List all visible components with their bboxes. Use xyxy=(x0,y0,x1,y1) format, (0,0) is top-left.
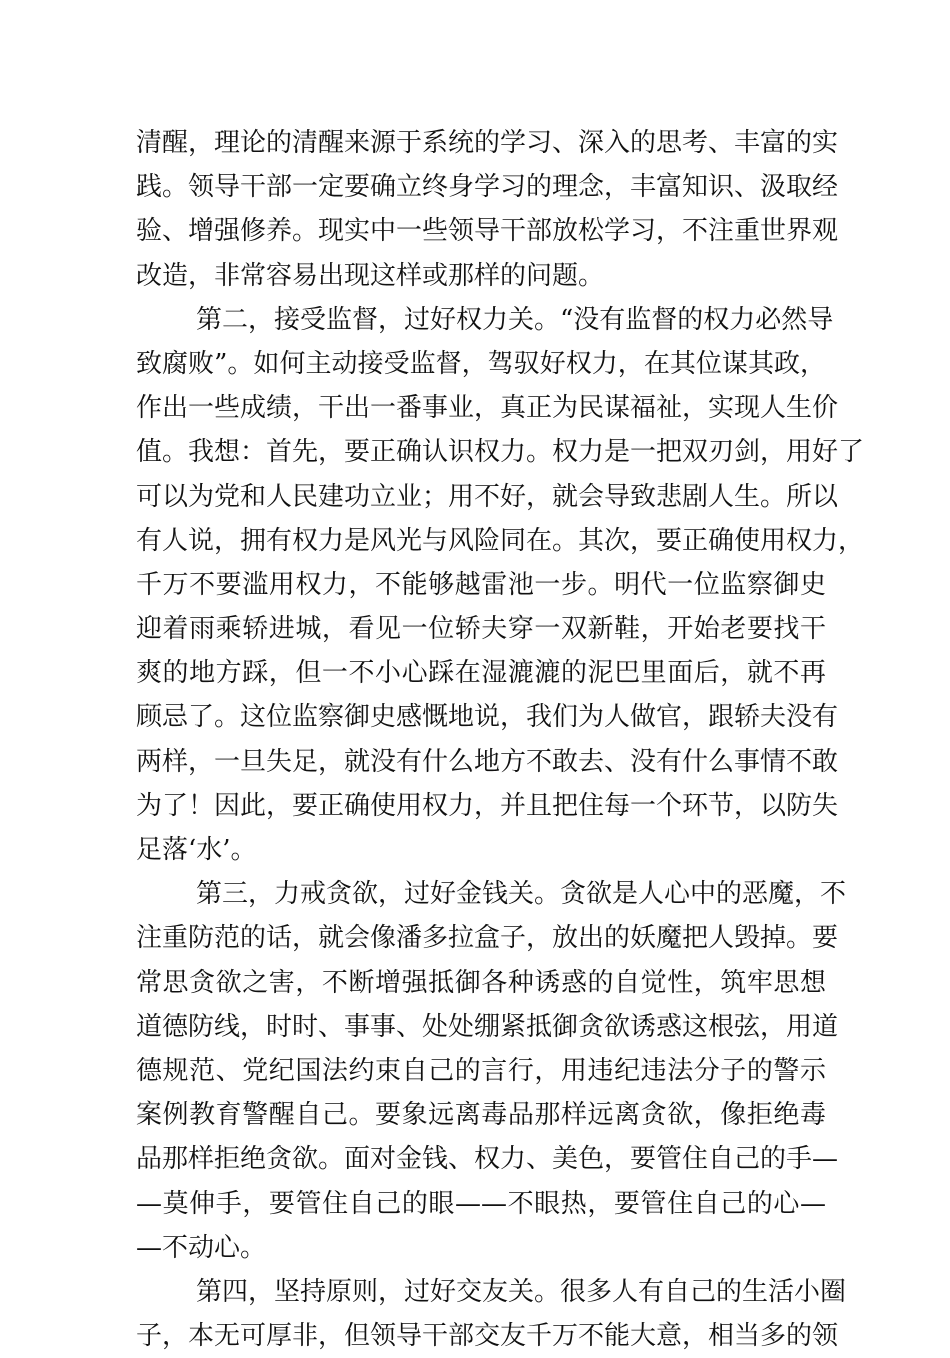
text-line: 顾忌了。这位监察御史感慨地说，我们为人做官，跟轿夫没有 xyxy=(136,702,839,733)
paragraph-fourth xyxy=(136,1270,847,1358)
text-line: 第四，坚持原则，过好交友关。很多人有自己的生活小圈 xyxy=(196,1276,847,1307)
text-line: 爽的地方踩，但一不小心踩在湿漉漉的泥巴里面后，就不再 xyxy=(136,658,826,689)
text-line: 改造，非常容易出现这样或那样的问题。 xyxy=(136,260,605,291)
text-line: —莫伸手，要管住自己的眼——不眼热，要管住自己的心— xyxy=(136,1188,826,1219)
text-line: 足落‘水’。 xyxy=(136,835,257,865)
text-line: 清醒，理论的清醒来源于系统的学习、深入的思考、丰富的实 xyxy=(136,128,839,158)
text-line: 案例教育警醒自己。要象远离毒品那样远离贪欲，像拒绝毒 xyxy=(136,1100,826,1131)
text-line: 品那样拒绝贪欲。面对金钱、权力、美色，要管住自己的手— xyxy=(136,1144,839,1175)
text-line: 第二，接受监督，过好权力关。“没有监督的权力必然导 xyxy=(196,304,834,335)
paragraph-second xyxy=(136,298,865,872)
text-line: 两样，一旦失足，就没有什么地方不敢去、没有什么事情不敢 xyxy=(136,746,839,777)
text-line: —不动心。 xyxy=(136,1232,267,1263)
text-line: 常思贪欲之害，不断增强抵御各种诱惑的自觉性，筑牢思想 xyxy=(136,967,826,998)
text-line: 致腐败”。如何主动接受监督，驾驭好权力，在其位谋其政， xyxy=(136,348,826,379)
text-line: 注重防范的话，就会像潘多拉盒子，放出的妖魔把人毁掉。要 xyxy=(136,923,839,954)
text-line: 千万不要滥用权力，不能够越雷池一步。明代一位监察御史 xyxy=(136,569,826,600)
text-line: 迎着雨乘轿进城，看见一位轿夫穿一双新鞋，开始老要找干 xyxy=(136,614,826,645)
text-line: 道德防线，时时、事事、处处绷紧抵御贪欲诱惑这根弦，用道 xyxy=(136,1011,839,1042)
text-line: 验、增强修养。现实中一些领导干部放松学习，不注重世界观 xyxy=(136,216,839,247)
text-line: 可以为党和人民建功立业；用不好，就会导致悲剧人生。所以 xyxy=(136,481,839,512)
text-line: 第三，力戒贪欲，过好金钱关。贪欲是人心中的恶魔，不 xyxy=(196,879,847,910)
text-line: 作出一些成绩，干出一番事业，真正为民谋福祉，实现人生价 xyxy=(136,393,839,424)
document-body xyxy=(136,121,865,1358)
text-line: 值。我想：首先，要正确认识权力。权力是一把双刃剑，用好了 xyxy=(136,437,865,468)
text-line: 践。领导干部一定要确立终身学习的理念，丰富知识、汲取经 xyxy=(136,172,839,203)
paragraph-continued xyxy=(136,121,839,298)
text-line: 有人说，拥有权力是风光与风险同在。其次，要正确使用权力， xyxy=(136,525,865,556)
text-line: 德规范、党纪国法约束自己的言行，用违纪违法分子的警示 xyxy=(136,1055,826,1086)
text-line: 为了！因此，要正确使用权力，并且把住每一个环节，以防失 xyxy=(136,790,839,821)
text-line: 子，本无可厚非，但领导干部交友千万不能大意，相当多的领 xyxy=(136,1321,839,1352)
paragraph-third xyxy=(136,872,847,1270)
